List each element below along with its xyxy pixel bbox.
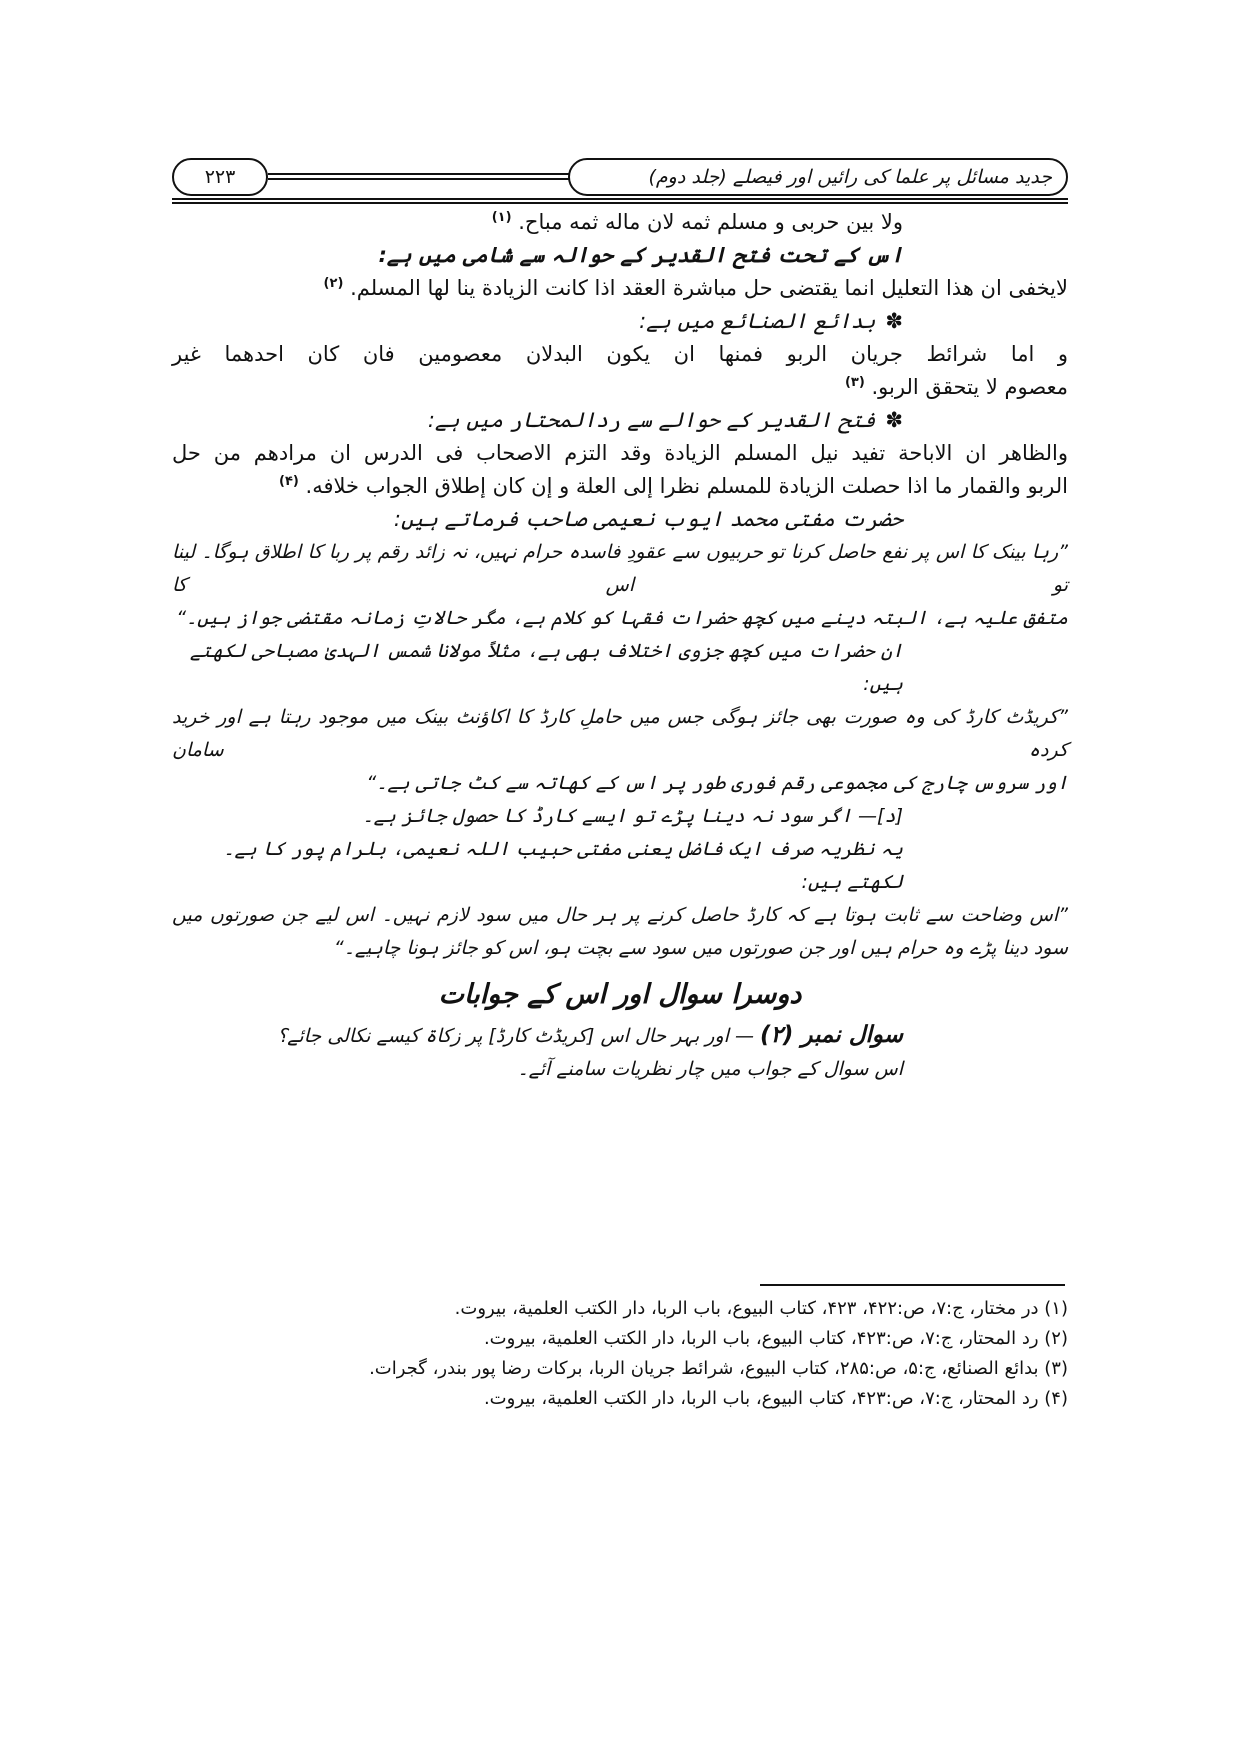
subheading: اس کے تحت فتح القدیر کے حوالہ سے شامی میں ہے: — [378, 243, 903, 267]
question-label: سوال نمبر (۲) — [760, 1022, 903, 1048]
paragraph-line: ”رہا بینک کا اس پر نفع حاصل کرنا تو حربیوں سے عقودِ فاسدہ حرام نہیں، نہ زائد رقم پر ربا کا اطلاق ہوگا۔ لینا تو اس کا — [172, 541, 1068, 596]
arabic-quote: و اما شرائط جریان الربو فمنها ان یکون البدلان معصومین فان کان احدهما غیر — [172, 342, 1068, 366]
bullet-subheading: ✽فتح القدیر کے حوالے سے ردالمحتار میں ہے: — [427, 408, 903, 432]
paragraph-line: یہ نظریہ صرف ایک فاضل یعنی مفتی حبیب اللہ نعیمی، بلرام پور کا ہے۔ لکھتے ہیں: — [223, 838, 903, 893]
paragraph-line: اس سوال کے جواب میں چار نظریات سامنے آئے۔ — [517, 1058, 903, 1080]
footnotes — [172, 1284, 1068, 1414]
star-bullet-icon: ✽ — [885, 309, 903, 333]
header-rule — [268, 178, 598, 180]
paragraph-line: ”اس وضاحت سے ثابت ہوتا ہے کہ کارڈ حاصل کرنے پر ہر حال میں سود لازم نہیں۔ اس لیے جن صورتوں میں — [172, 904, 1068, 926]
footnote-rule — [760, 1284, 1065, 1286]
bullet-subheading: ✽بدائع الصنائع میں ہے: — [639, 309, 903, 333]
page-number: ۲۲۳ — [172, 158, 268, 196]
paragraph-line: [د]— اگر سود نہ دینا پڑے تو ایسے کارڈ کا حصول جائز ہے۔ — [362, 805, 903, 827]
paragraph-line: اور سروس چارج کی مجموعی رقم فوری طور پر اس کے کھاتہ سے کٹ جاتی ہے۔“ — [366, 772, 1068, 794]
footnote: (۱) در مختار، ج:۷، ص:۴۲۲، ۴۲۳، کتاب البیوع، باب الربا، دار الکتب العلمیة، بیروت. — [454, 1297, 1068, 1319]
header-bottom-rule — [172, 198, 1068, 200]
paragraph-line: ان حضرات میں کچھ جزوی اختلاف بھی ہے، مثلاً مولانا شمس الہدیٰ مصباحی لکھتے ہیں: — [189, 640, 903, 695]
arabic-quote: الربو والقمار ما اذا حصلت الزیادة للمسلم نظرا إلی العلة و إن كان إطلاق الجواب خلافه. $^{(۴)}$ — [279, 474, 1068, 498]
page-body — [172, 206, 1068, 1086]
arabic-quote: ولا بین حربی و مسلم ثمه لان ماله ثمه مباح. $^{(۱)}$ — [491, 210, 903, 234]
star-bullet-icon: ✽ — [885, 408, 903, 432]
running-header-title: جدید مسائل پر علما کی رائیں اور فیصلے (جلد دوم) — [568, 158, 1068, 196]
paragraph-line: حضرت مفتی محمد ایوب نعیمی صاحب فرماتے ہیں: — [393, 507, 903, 531]
footnote: (۳) بدائع الصنائع، ج:۵، ص:۲۸۵، کتاب البیوع، شرائط جریان الربا، برکات رضا پور بندر، گجرات. — [369, 1357, 1068, 1379]
arabic-quote: والظاهر ان الاباحة تفید نیل المسلم الزیادة وقد التزم الاصحاب فی الدرس ان مرادهم من حل — [172, 441, 1068, 465]
footnote: (۴) رد المحتار، ج:۷، ص:۴۲۳، کتاب البیوع، باب الربا، دار الکتب العلمیة، بیروت. — [483, 1387, 1068, 1409]
paragraph-line: متفق علیہ ہے، البتہ دینے میں کچھ حضرات فقہا کو کلام ہے، مگر حالاتِ زمانہ مقتضی جواز ہیں۔“ — [176, 607, 1068, 629]
arabic-quote: معصوم لا یتحقق الربو. $^{(۳)}$ — [844, 375, 1068, 399]
question-line: سوال نمبر (۲) — اور بہر حال اس [کریڈٹ کارڈ] پر زکاۃ کیسے نکالی جائے؟ — [277, 1022, 903, 1048]
footnote: (۲) رد المحتار، ج:۷، ص:۴۲۳، کتاب البیوع، باب الربا، دار الکتب العلمیة، بیروت. — [483, 1327, 1068, 1349]
section-heading: دوسرا سوال اور اس کے جوابات — [438, 979, 802, 1010]
paragraph-line: ”کریڈٹ کارڈ کی وہ صورت بھی جائز ہوگی جس میں حاملِ کارڈ کا اکاؤنٹ بینک میں موجود رہتا ہے اور خرید کردہ سامان — [172, 706, 1068, 761]
header-rule — [268, 173, 598, 175]
paragraph-line: سود دینا پڑے وہ حرام ہیں اور جن صورتوں میں سود سے بچت ہو، اس کو جائز ہونا چاہیے۔“ — [333, 937, 1068, 959]
header-bottom-rule — [172, 202, 1068, 204]
arabic-quote: لایخفی ان هذا التعلیل انما یقتضی حل مباشرة العقد اذا كانت الزیادة ینا لها المسلم. $^{(۲)}$ — [323, 276, 1068, 300]
